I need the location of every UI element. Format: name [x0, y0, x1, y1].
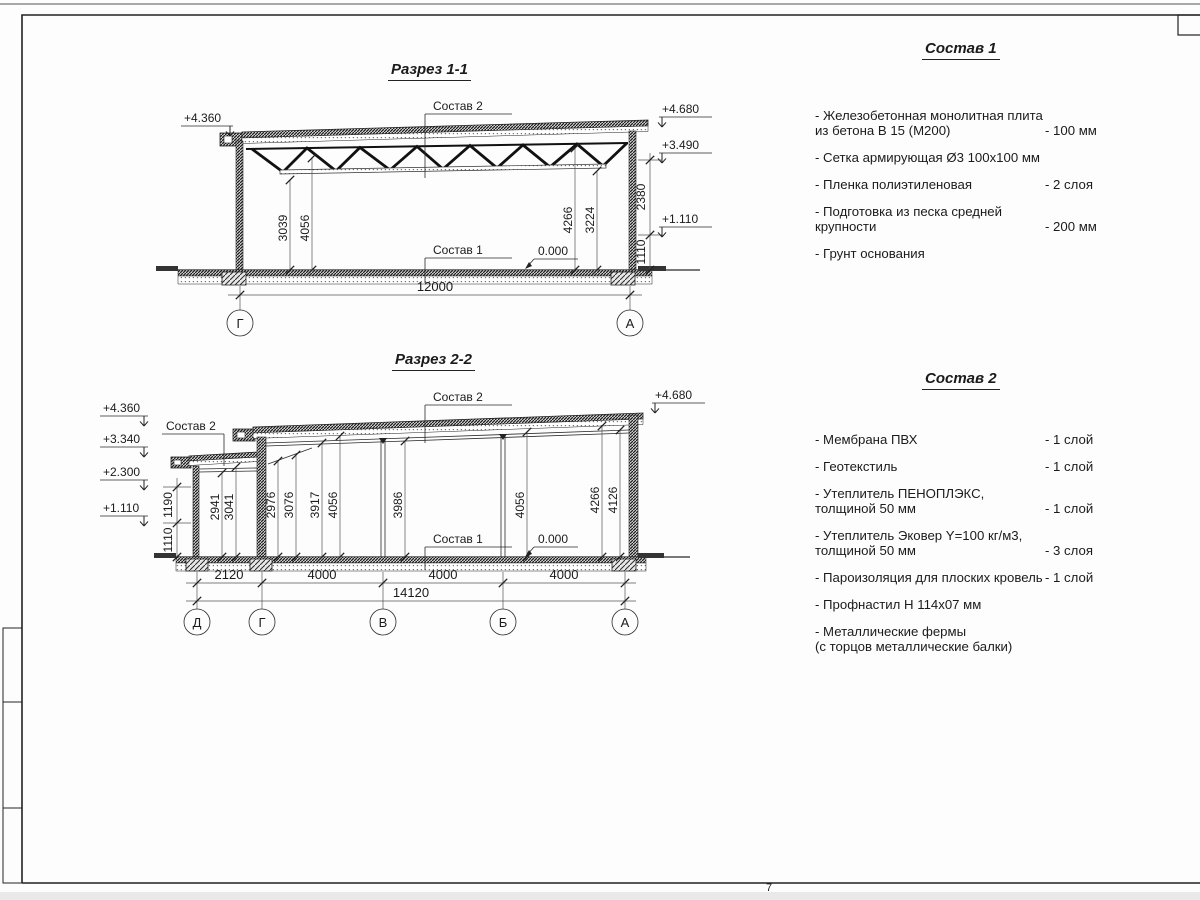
- page-number: 7: [766, 882, 773, 894]
- elevation-label: +4.360: [184, 111, 222, 125]
- section-2-2-drawing: [100, 388, 705, 635]
- material-name: - Утеплитель ПЕНОПЛЭКС,: [815, 486, 985, 501]
- s2-left-dimension-chain: [161, 478, 191, 561]
- material-item: [815, 624, 1145, 654]
- section-1-1-drawing: [156, 99, 712, 336]
- dim-label: 4000: [428, 567, 458, 582]
- elevation-label: +4.680: [662, 102, 700, 116]
- axis-label: Г: [236, 316, 244, 331]
- dim-label: 1190: [161, 492, 175, 518]
- s1-right-dimension-chain: [634, 153, 662, 274]
- material-name: - Подготовка из песка средней: [815, 204, 1002, 219]
- dim-label: 2120: [214, 567, 244, 582]
- dim-label: 4000: [307, 567, 337, 582]
- axis-label: Д: [192, 615, 202, 630]
- material-item: [815, 108, 1145, 138]
- composition-2-title: Состав 2: [922, 370, 1000, 390]
- axis-label: А: [620, 615, 630, 630]
- elevation-label: +1.110: [662, 212, 699, 226]
- dim-label: 4056: [513, 491, 527, 519]
- elevation-label: +4.360: [103, 401, 141, 415]
- s2-callouts: [162, 390, 578, 570]
- material-name: - Мембрана ПВХ: [815, 432, 918, 447]
- material-name: - Утеплитель Эковер Y=100 кг/м3,: [815, 528, 1023, 543]
- dim-label: 4266: [588, 486, 602, 514]
- elevation-label: +3.490: [662, 138, 700, 152]
- material-name-line2: толщиной 50 мм: [815, 543, 916, 558]
- section-1-title: Разрез 1-1: [388, 61, 471, 81]
- material-name: - Грунт основания: [815, 246, 925, 261]
- material-name-line2: толщиной 50 мм: [815, 501, 916, 516]
- material-item: [815, 246, 1145, 261]
- material-name: - Пароизоляция для плоских кровель: [815, 570, 1043, 585]
- material-quantity: - 1 слой: [1045, 459, 1094, 474]
- zero-level-label: 0.000: [538, 532, 569, 546]
- material-name: - Сетка армирующая Ø3 100х100 мм: [815, 150, 1040, 165]
- callout-label: Состав 2: [433, 99, 483, 113]
- elevation-label: +4.680: [655, 388, 693, 402]
- material-name: - Геотекстиль: [815, 459, 898, 474]
- dim-label: 4266: [561, 206, 575, 234]
- dim-label: 12000: [416, 279, 454, 294]
- material-name-line2: крупности: [815, 219, 877, 234]
- material-name: - Профнастил Н 114х07 мм: [815, 597, 982, 612]
- material-name: - Пленка полиэтиленовая: [815, 177, 972, 192]
- dim-label: 14120: [392, 585, 430, 600]
- material-name: - Металлические фермы: [815, 624, 967, 639]
- material-item: [815, 204, 1145, 234]
- material-name: - Железобетонная монолитная плита: [815, 108, 1043, 123]
- material-quantity: - 1 слой: [1045, 501, 1094, 516]
- zero-level-label: 0.000: [538, 244, 569, 258]
- dim-label: 2380: [634, 183, 648, 211]
- dim-label: 1110: [161, 527, 175, 553]
- dim-label: 4056: [298, 214, 312, 242]
- elevation-label: +1.110: [103, 501, 140, 515]
- dim-label: 4126: [606, 486, 620, 514]
- callout-label: Состав 2: [433, 390, 483, 404]
- material-name-line2: (с торцов металлические балки): [815, 639, 1013, 654]
- callout-label: Состав 1: [433, 243, 483, 257]
- material-item: [815, 177, 1145, 192]
- material-item: [815, 459, 1145, 474]
- material-name-line2: из бетона В 15 (М200): [815, 123, 951, 138]
- axis-label: Г: [258, 615, 266, 630]
- material-quantity: - 3 слоя: [1045, 543, 1093, 558]
- dim-label: 3076: [282, 491, 296, 519]
- material-item: [815, 570, 1145, 585]
- dim-label: 4000: [549, 567, 579, 582]
- material-item: [815, 597, 1145, 612]
- dim-label: 3986: [391, 491, 405, 519]
- dim-label: 3224: [583, 206, 597, 234]
- dim-label: 1110: [634, 239, 648, 265]
- elevation-label: +2.300: [103, 465, 141, 479]
- composition-1-list: [815, 108, 1145, 273]
- material-quantity: - 1 слой: [1045, 432, 1094, 447]
- dim-label: 2976: [264, 491, 278, 519]
- axis-label: А: [625, 316, 635, 331]
- dim-label: 4056: [326, 491, 340, 519]
- dim-label: 3917: [308, 491, 322, 519]
- axis-label: В: [378, 615, 388, 630]
- axis-label: Б: [498, 615, 508, 630]
- material-quantity: - 1 слой: [1045, 570, 1094, 585]
- material-quantity: - 2 слоя: [1045, 177, 1093, 192]
- material-quantity: - 200 мм: [1045, 219, 1097, 234]
- dim-label: 3041: [222, 493, 236, 521]
- dim-label: 3039: [276, 214, 290, 242]
- left-margin-stamp-boxes: [3, 628, 22, 883]
- material-item: [815, 432, 1145, 447]
- material-item: [815, 528, 1145, 558]
- corner-filing-box: [1178, 15, 1200, 35]
- s1-axes: [227, 279, 643, 336]
- material-item: [815, 486, 1145, 516]
- elevation-label: +3.340: [103, 432, 141, 446]
- composition-1-title: Состав 1: [922, 40, 1000, 60]
- material-item: [815, 150, 1145, 165]
- material-quantity: - 100 мм: [1045, 123, 1097, 138]
- callout-label: Состав 2: [166, 419, 216, 433]
- section-2-title: Разрез 2-2: [392, 351, 475, 371]
- callout-label: Состав 1: [433, 532, 483, 546]
- composition-2-list: [815, 432, 1145, 666]
- dim-label: 2941: [208, 493, 222, 521]
- s2-axes: [184, 567, 638, 635]
